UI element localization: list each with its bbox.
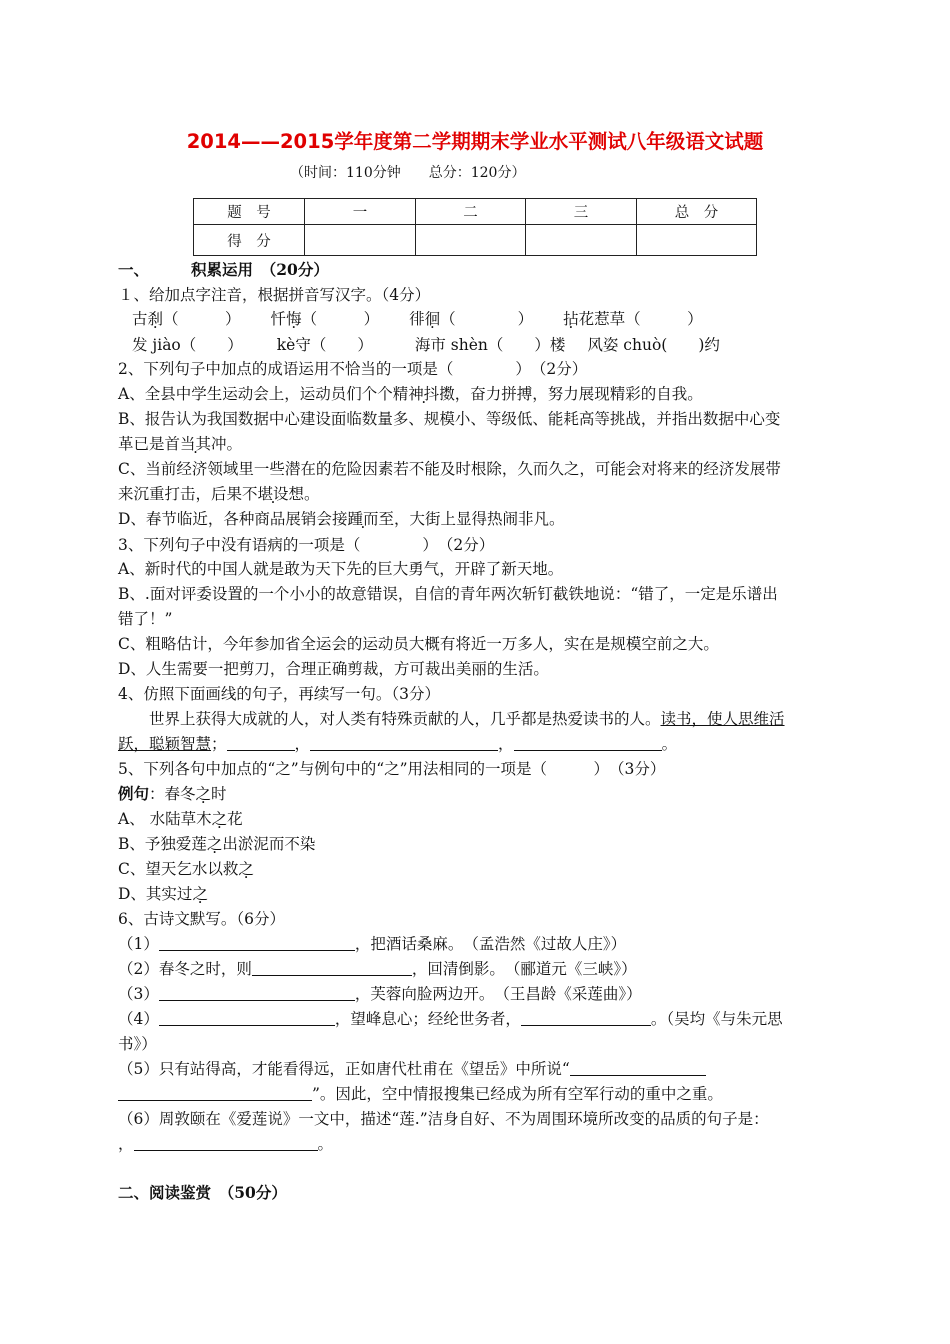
section-heading xyxy=(118,260,329,280)
dotted-char: 悔 xyxy=(286,310,302,328)
option-b-cont xyxy=(118,434,242,454)
table-header-cell: 一 xyxy=(305,199,416,225)
option-b-cont: 错了！” xyxy=(118,610,173,628)
answer-blank[interactable]: （ ） xyxy=(625,310,703,328)
punct: ， xyxy=(498,735,514,753)
recite-text: ，望峰息心；经纶世务者， xyxy=(334,1010,521,1028)
question-text: 古 xyxy=(132,310,148,328)
recite-text: ，把酒话桑麻。 （孟浩然《过故人庄》） xyxy=(354,935,627,953)
dotted-char: 之 xyxy=(211,810,228,828)
option-c-cont xyxy=(118,484,320,504)
answer-blank[interactable] xyxy=(159,1010,335,1026)
model-sentence xyxy=(118,709,785,729)
answer-blank[interactable]: （ ） xyxy=(163,310,241,328)
model-sentence-cont xyxy=(118,734,677,754)
section-number: 一、 xyxy=(118,260,150,279)
punct: ； xyxy=(211,735,227,753)
example-label: 例句 xyxy=(118,784,150,803)
answer-blank[interactable] xyxy=(310,735,498,751)
option-a xyxy=(118,809,243,829)
question-stem: 6、古诗文默写。（6分） xyxy=(118,910,285,928)
pinyin-row xyxy=(132,335,720,355)
score-cell[interactable] xyxy=(416,225,526,256)
option-a: A、新时代的中国人就是敢为天下先的巨大勇气，开辟了新天地。 xyxy=(118,560,564,578)
dotted-char: 之 xyxy=(195,785,212,803)
score-table xyxy=(193,198,757,256)
dotted-char: 刹 xyxy=(147,310,164,328)
dotted-idiom: 不堪设想 xyxy=(242,485,305,503)
answer-blank[interactable] xyxy=(570,1060,706,1076)
recite-line-4 xyxy=(118,1009,783,1029)
question-stem: 3、下列句子中没有语病的一项是（ ） （2分） xyxy=(118,536,495,554)
dotted-char: 拈 xyxy=(563,310,579,328)
score-cell[interactable] xyxy=(637,225,757,256)
recite-line-3 xyxy=(118,984,642,1004)
recite-text: ”。因此，空中情报搜集已经成为所有空军行动的重中之重。 xyxy=(312,1085,723,1103)
option-text: 出淤泥而不染 xyxy=(222,835,316,853)
option-text: ，大街上显得热闹非凡。 xyxy=(393,510,565,528)
example-sentence xyxy=(118,784,227,804)
option-text: A、全县中学生运动会上，运动员们个个 xyxy=(118,385,393,403)
table-header-cell: 总 分 xyxy=(637,199,757,225)
question-text: 花惹草 xyxy=(578,310,626,328)
table-header-cell: 题 号 xyxy=(194,199,305,225)
dotted-char: 之 xyxy=(192,885,208,903)
answer-blank[interactable] xyxy=(252,960,412,976)
option-text: 革已是 xyxy=(118,435,165,453)
recite-line-2 xyxy=(118,959,637,979)
table-row xyxy=(194,225,757,256)
option-text: 来沉重打击，后果 xyxy=(118,485,243,503)
table-header-cell: 二 xyxy=(416,199,526,225)
recite-text: （2）春冬之时，则 xyxy=(118,960,252,978)
recite-text: （5）只有站得高，才能看得远，正如唐代杜甫在《望岳》中所说“ xyxy=(118,1060,570,1078)
page-title: 2014——2015学年度第二学期期末学业水平测试八年级语文试题 xyxy=(186,130,764,153)
option-b xyxy=(118,834,315,854)
option-text: 。 xyxy=(304,485,320,503)
question-text[interactable]: 海市 shèn（ ）楼 xyxy=(414,336,566,354)
recite-text: ，芙蓉向脸两边开。 （王昌龄《采莲曲》） xyxy=(354,985,642,1003)
answer-blank[interactable] xyxy=(521,1010,651,1026)
answer-blank[interactable]: （ ） xyxy=(301,310,380,328)
item-number: （1） xyxy=(118,935,159,953)
dotted-char: 徊 xyxy=(424,310,441,328)
option-c xyxy=(118,859,254,879)
recite-line-6-cont xyxy=(118,1134,333,1154)
option-d xyxy=(118,884,208,904)
option-text: D、其实过 xyxy=(118,885,193,903)
option-b: B、报告认为我国数据中心建设面临数量多、规模小、等级低、能耗高等挑战，并指出数据中心变 xyxy=(118,410,781,428)
model-text: 世界上获得大成就的人，对人类有特殊贡献的人，几乎都是热爱读书的人。 xyxy=(118,710,661,728)
dotted-char: 之 xyxy=(206,835,223,853)
question-stem: １、给加点字注音，根据拼音写汉字。（4分） xyxy=(118,286,431,304)
question-stem: 2、下列句子中加点的成语运用不恰当的一项是（ ） （2分） xyxy=(118,360,588,378)
question-text: 徘 xyxy=(409,310,425,328)
option-d: D、人生需要一把剪刀，合理正确剪裁，方可裁出美丽的生活。 xyxy=(118,660,549,678)
item-number: （4） xyxy=(118,1010,159,1028)
answer-blank[interactable] xyxy=(134,1135,318,1151)
punct: ， xyxy=(294,735,311,753)
answer-blank[interactable] xyxy=(227,735,295,751)
option-c: C、当前经济领域里一些潜在的危险因素若不能及时根除，久而久之，可能会对将来的经济发展带 xyxy=(118,460,781,478)
recite-line-5-cont xyxy=(118,1084,723,1104)
option-text: 。 xyxy=(226,435,243,453)
option-text: A、 水陆草木 xyxy=(118,810,212,828)
answer-blank[interactable] xyxy=(118,1085,312,1101)
dotted-char: 之 xyxy=(238,860,254,878)
score-cell[interactable] xyxy=(526,225,637,256)
option-a xyxy=(118,384,703,404)
answer-blank[interactable]: （ ） xyxy=(440,310,534,328)
question-stem: 4、仿照下面画线的句子，再续写一句。（3分） xyxy=(118,685,440,703)
section-title: 积累运用 （20分） xyxy=(191,260,329,279)
option-text: B、予独爱莲 xyxy=(118,835,207,853)
answer-blank[interactable] xyxy=(514,735,662,751)
table-row-label: 得 分 xyxy=(194,225,305,256)
pinyin-row xyxy=(132,309,703,329)
recite-line-1 xyxy=(118,934,626,954)
option-c: C、粗略估计，今年参加省全运会的运动员大概有将近一万多人，实在是规模空前之大。 xyxy=(118,635,719,653)
question-text[interactable]: kè守（ ） xyxy=(276,336,373,354)
section-heading: 二、阅读鉴赏 （50分） xyxy=(118,1183,287,1202)
item-number: （3） xyxy=(118,985,159,1003)
option-text: 花 xyxy=(227,810,243,828)
exam-info: （时间：110分钟 总分：120分） xyxy=(290,165,526,181)
recite-text: 。（吴均《与朱元思 xyxy=(650,1010,783,1028)
table-header-cell: 三 xyxy=(526,199,637,225)
recite-line-4-cont: 书》） xyxy=(118,1035,157,1053)
question-text[interactable]: 风姿 chuò( )约 xyxy=(587,336,720,354)
question-text: 忏 xyxy=(270,310,287,328)
underlined-text: 读书，使人思维活 xyxy=(660,710,785,728)
answer-blank[interactable] xyxy=(159,985,355,1001)
option-d xyxy=(118,509,564,529)
recite-line-6: （6）周敦颐在《爱莲说》一文中，描述“莲.”洁身自好、不为周围环境所改变的品质的句子是： xyxy=(118,1110,769,1128)
recite-line-5 xyxy=(118,1059,706,1079)
option-text: D、春节临近，各种商品展销会 xyxy=(118,510,332,528)
underlined-text: 跃，聪颖智慧 xyxy=(118,735,212,753)
option-text: ，奋力拼搏，努力展现精彩的自我。 xyxy=(454,385,703,403)
punct: 。 xyxy=(317,1135,334,1153)
score-cell[interactable] xyxy=(305,225,416,256)
dotted-idiom: 接踵而至 xyxy=(331,510,394,528)
question-stem: 5、下列各句中加点的“之”与例句中的“之”用法相同的一项是（ ） （3分） xyxy=(118,760,666,778)
punct: ， xyxy=(118,1135,134,1153)
dotted-idiom: 精神抖擞 xyxy=(392,385,455,403)
question-text[interactable]: 发 jiào（ ） xyxy=(132,336,243,354)
answer-blank[interactable] xyxy=(159,935,355,951)
punct: 。 xyxy=(661,735,678,753)
example-text: ：春冬 xyxy=(149,785,196,803)
example-text: 时 xyxy=(211,785,227,803)
option-text: C、望天乞水以救 xyxy=(118,860,239,878)
option-b: B、.面对评委设置的一个小小的故意错误，自信的青年两次斩钉截铁地说：“错了，一定是乐谱出 xyxy=(118,585,778,603)
table-row xyxy=(194,199,757,225)
recite-text: ，回清倒影。 （郦道元《三峡》） xyxy=(411,960,637,978)
dotted-idiom: 首当其冲 xyxy=(164,435,227,453)
